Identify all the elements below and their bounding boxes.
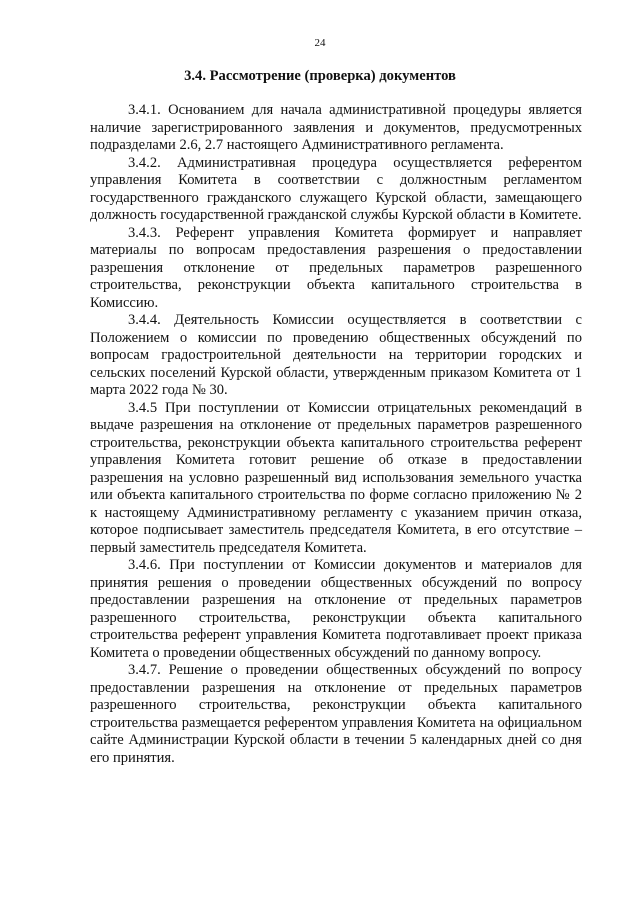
paragraph-3-4-5: 3.4.5 При поступлении от Комиссии отрицательных рекомендаций в выдаче разрешения на отклонение от предельных параметров разрешенного строительства, реконструкции объекта капитального строительства референт управления Комитета готовит решение об отказе в предоставлении разрешения на условно разрешенный вид использования земельного участка или объекта капитального строительства по форме согласно приложению № 2 к настоящему Административному регламенту с указанием причин отказа, которое подписывает заместитель председателя Комитета, в его отсутствие – первый заместитель председателя Комитета. [90,399,582,556]
section-title: 3.4. Рассмотрение (проверка) документов [184,68,456,84]
paragraph-3-4-6: 3.4.6. При поступлении от Комиссии документов и материалов для принятия решения о проведении общественных обсуждений по вопросу предоставлении разрешения на отклонение от предельных параметров разрешенного строительства, реконструкции объекта капитального строительства референт управления Комитета подготавливает проект приказа Комитета о проведении общественных обсуждений по данному вопросу. [90,557,582,661]
paragraph-3-4-3: 3.4.3. Референт управления Комитета формирует и направляет материалы по вопросам предоставления разрешения о предоставлении разрешения отклонение от предельных параметров разрешенного строительства, реконструкции объекта капитального строительства в Комиссию. [90,224,582,311]
paragraph-3-4-7: 3.4.7. Решение о проведении общественных обсуждений по вопросу предоставлении разрешения на отклонение от предельных параметров разрешенного строительства, реконструкции объекта капитального строительства размещается референтом управления Комитета на официальном сайте Администрации Курской области в течении 5 календарных дней со дня его принятия. [90,662,582,766]
document-body [90,102,582,767]
paragraph-3-4-4: 3.4.4. Деятельность Комиссии осуществляется в соответствии с Положением о комиссии по проведению общественных обсуждений по вопросам градостроительной деятельности на территории городских и сельских поселений Курской области, утвержденным приказом Комитета от 1 марта 2022 года № 30. [90,312,582,398]
paragraph-3-4-2: 3.4.2. Административная процедура осуществляется референтом управления Комитета в соответствии с должностным регламентом государственного гражданского служащего Курской области, замещающего должность государственной гражданской службы Курской области в Комитете. [90,154,582,223]
page-number: 24 [314,37,326,49]
paragraph-3-4-1: 3.4.1. Основанием для начала административной процедуры является наличие зарегистрированного заявления и документов, предусмотренных подразделами 2.6, 2.7 настоящего Административного регламента. [90,102,582,153]
